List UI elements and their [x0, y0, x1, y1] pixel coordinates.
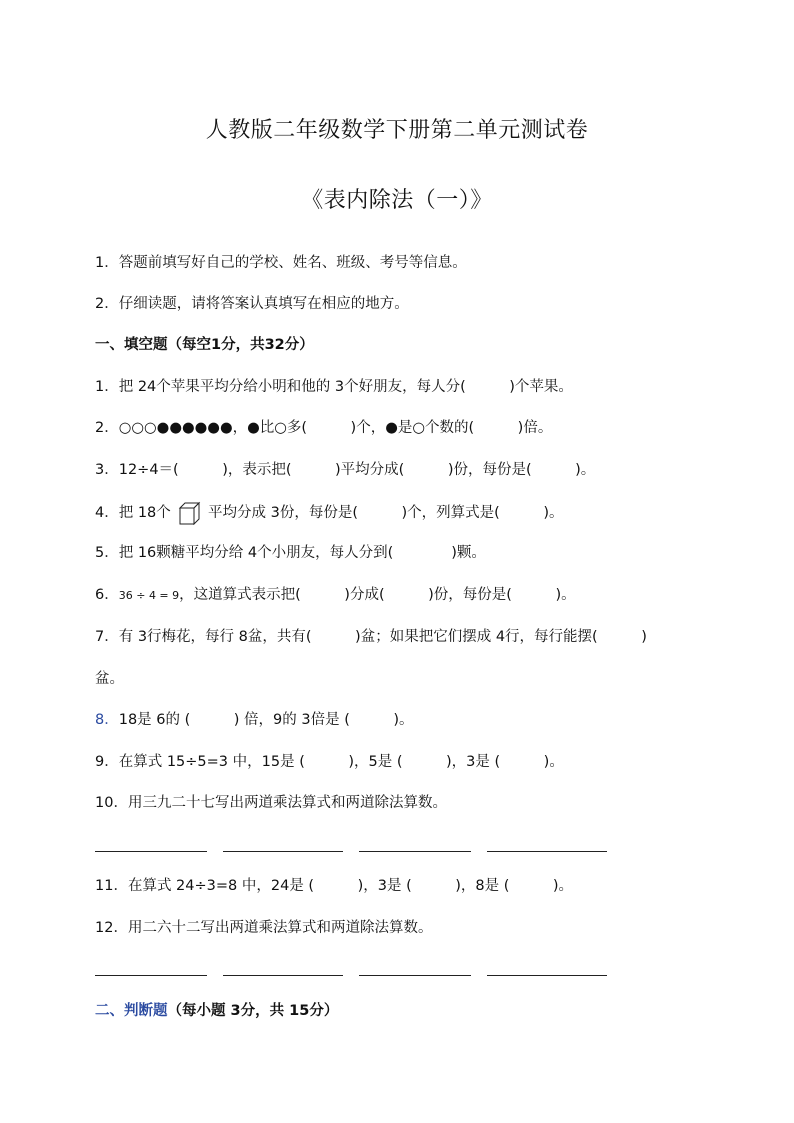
question-7-line-2: 盆。 — [95, 671, 124, 687]
answer-line[interactable] — [95, 975, 207, 976]
question-6-text: ，这道算式表示把( )分成( )份，每份是( )。 — [179, 587, 576, 603]
page-subtitle: 《表内除法（一）》 — [301, 188, 493, 213]
section-2-heading — [95, 1001, 714, 1021]
question-4 — [95, 501, 714, 525]
question-4-part-b: 平均分成 3份，每份是( )个，列算式是( )。 — [208, 505, 564, 521]
question-9: 9．在算式 15÷5=3 中，15是 ( )，5是 ( )，3是 ( )。 — [95, 754, 564, 770]
question-12: 12．用二六十二写出两道乘法算式和两道除法算数。 — [95, 920, 433, 936]
answer-line[interactable] — [487, 975, 607, 976]
answer-line[interactable] — [487, 851, 607, 852]
question-4-part-a: 4．把 18个 — [95, 505, 171, 521]
question-6-equation: 36 ÷ 4 = 9 — [118, 589, 180, 602]
question-6 — [95, 585, 714, 606]
question-1: 1．把 24个苹果平均分给小明和他的 3个好朋友，每人分( )个苹果。 — [95, 379, 573, 395]
page-title: 人教版二年级数学下册第二单元测试卷 — [205, 118, 589, 143]
question-8-text: 18是 6的 ( ) 倍，9的 3倍是 ( )。 — [118, 712, 414, 728]
question-8 — [95, 710, 714, 730]
note-2: 2．仔细读题，请将答案认真填写在相应的地方。 — [95, 296, 409, 312]
section-1-heading: 一、填空题（每空1分，共32分） — [95, 337, 314, 353]
answer-line[interactable] — [359, 851, 471, 852]
question-2: 2．○○○●●●●●●，●比○多( )个，●是○个数的( )倍。 — [95, 420, 553, 436]
note-1: 1．答题前填写好自己的学校、姓名、班级、考号等信息。 — [95, 255, 467, 271]
section-2-title: 二、判断题 — [95, 1003, 168, 1019]
answer-line[interactable] — [359, 975, 471, 976]
question-6-number: 6． — [95, 587, 119, 603]
question-10: 10．用三九二十七写出两道乘法算式和两道除法算数。 — [95, 795, 447, 811]
question-8-number: 8． — [95, 712, 119, 728]
answer-line[interactable] — [95, 851, 207, 852]
answer-line[interactable] — [223, 851, 343, 852]
cube-icon — [177, 501, 201, 525]
question-7-line-1: 7．有 3行梅花，每行 8盆，共有( )盆；如果把它们摆成 4行，每行能摆( ) — [95, 629, 647, 645]
section-2-scoring: （每小题 3分，共 15分） — [167, 1003, 339, 1019]
question-5: 5．把 16颗糖平均分给 4个小朋友，每人分到( )颗。 — [95, 545, 486, 561]
question-3: 3．12÷4＝( )，表示把( )平均分成( )份，每份是( )。 — [95, 462, 596, 478]
answer-line[interactable] — [223, 975, 343, 976]
question-11: 11．在算式 24÷3=8 中，24是 ( )，3是 ( )，8是 ( )。 — [95, 878, 574, 894]
